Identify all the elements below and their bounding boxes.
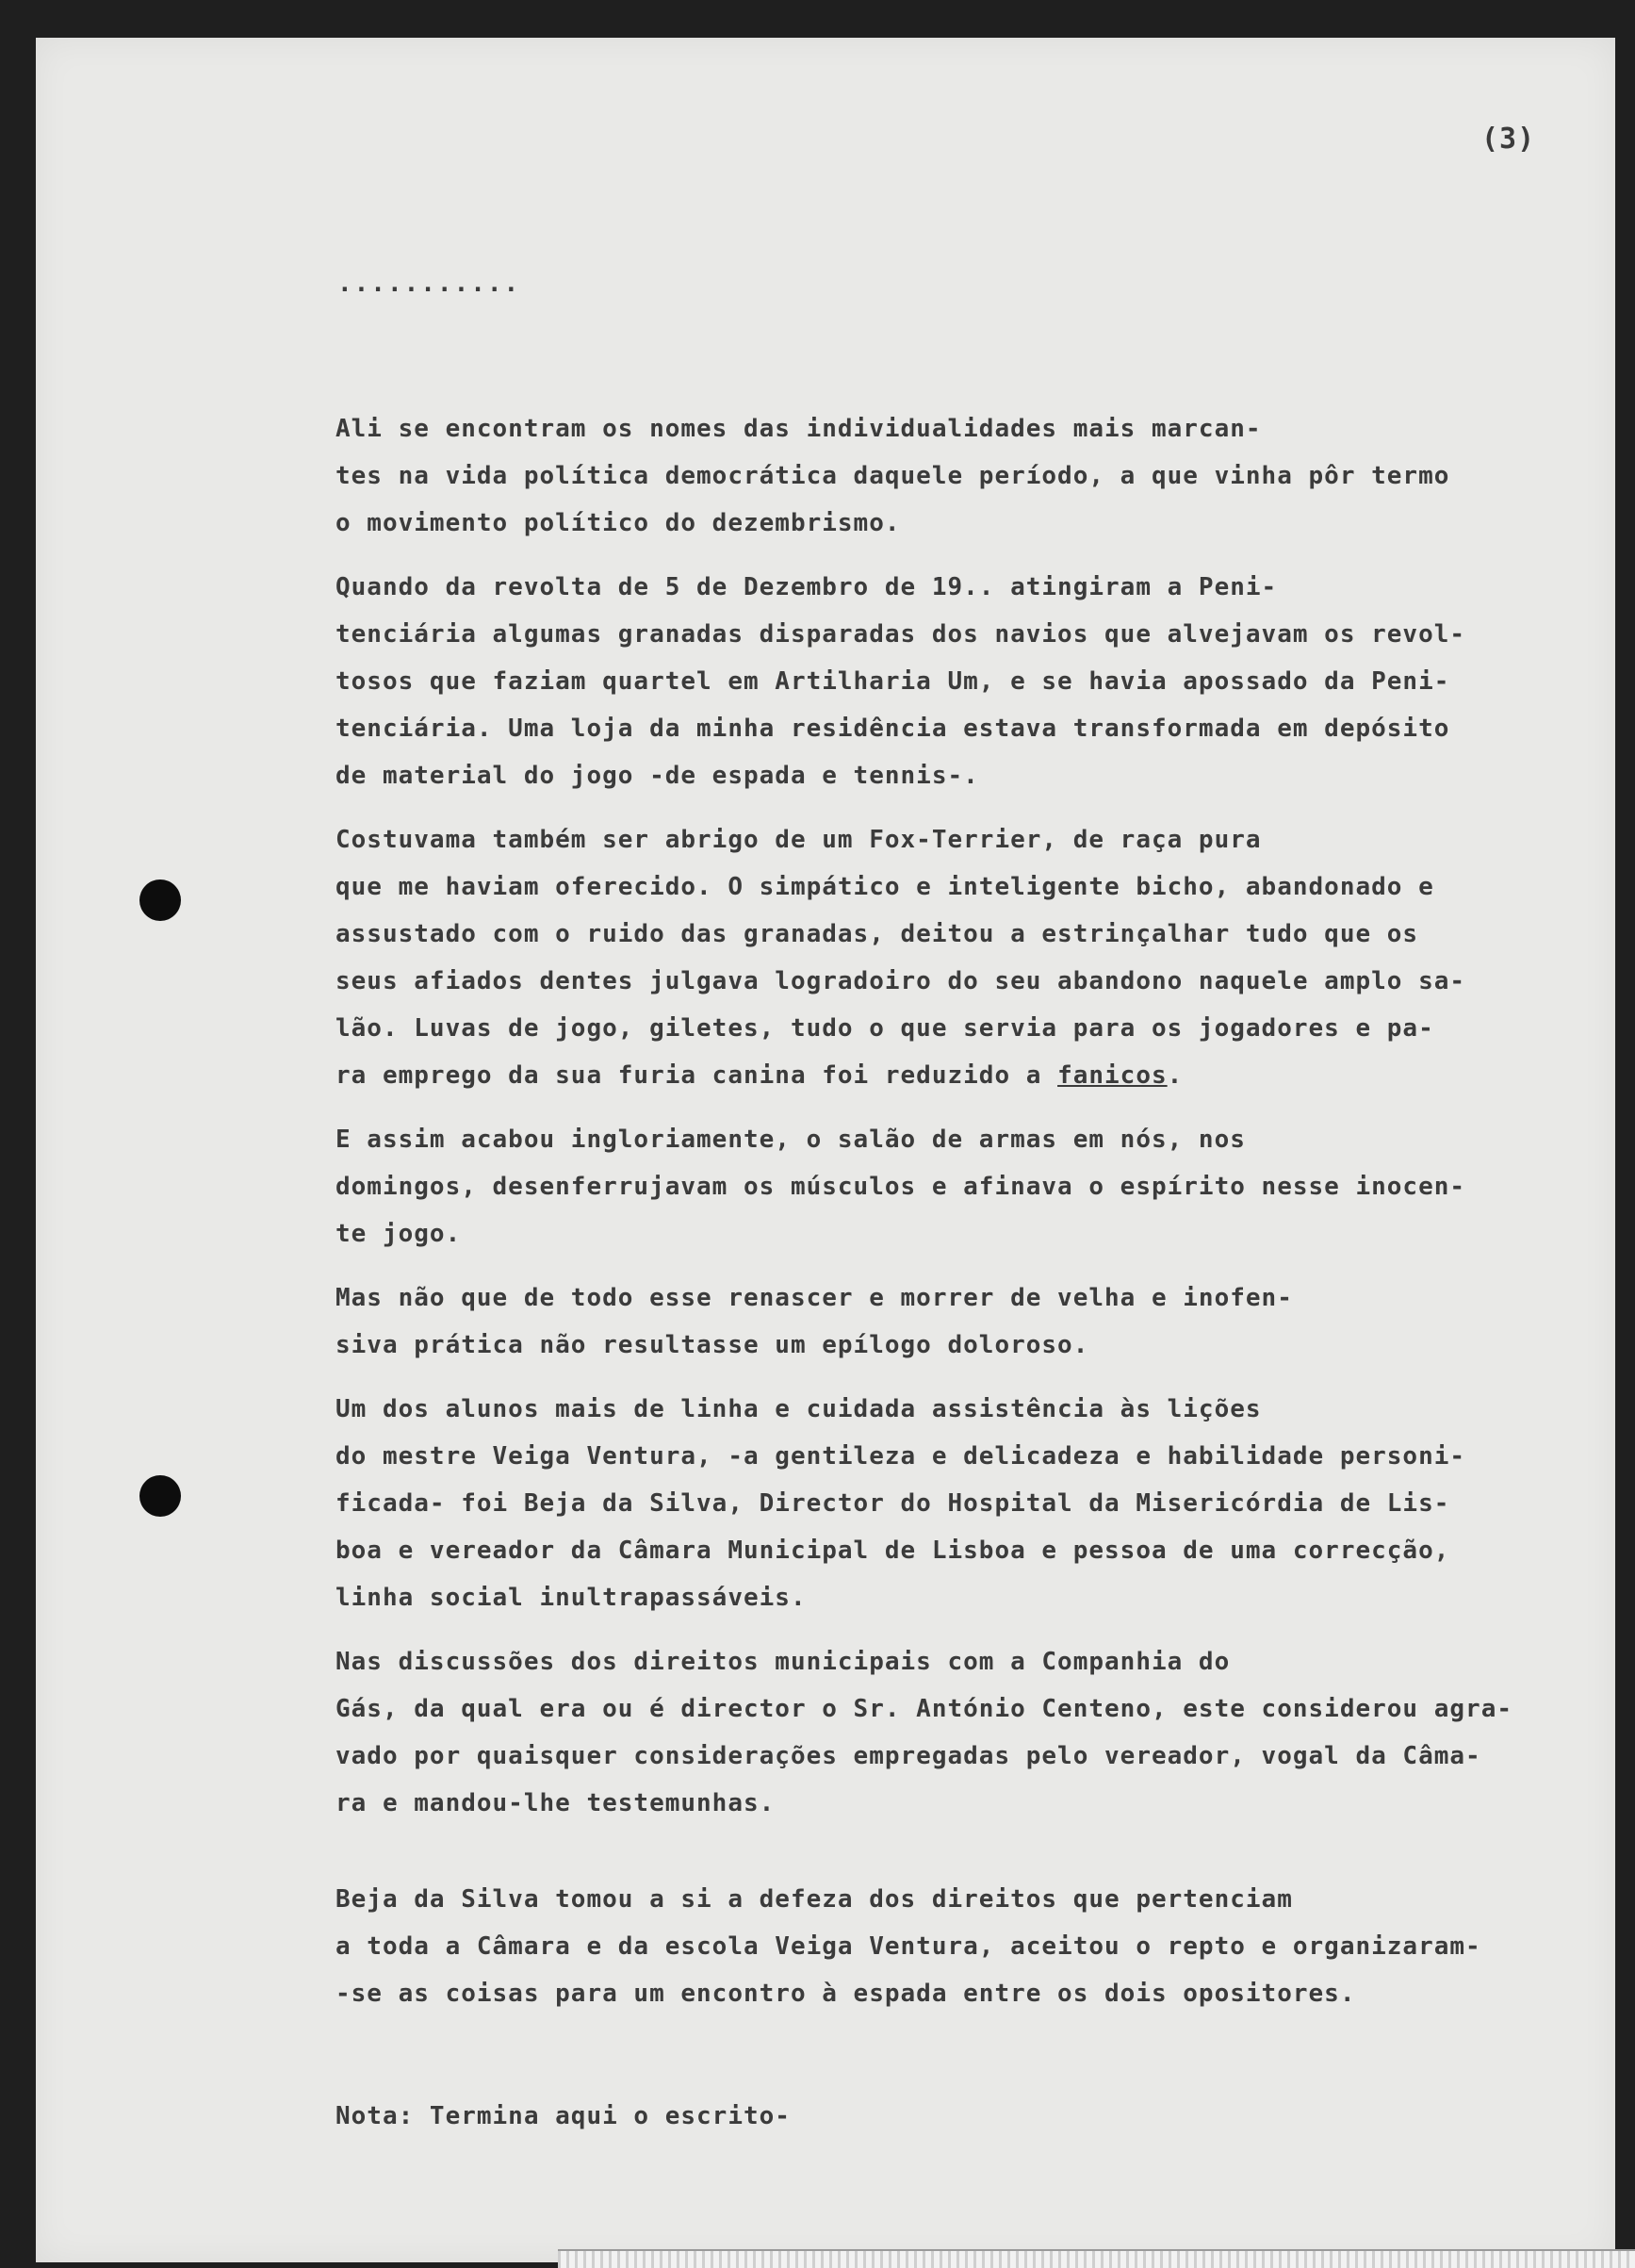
paragraph-3 (335, 816, 1589, 1099)
paragraph-1: Ali se encontram os nomes das individualidades mais marcan- tes na vida política democrática daquele período, a que vinha pôr termo o movimento político do dezembrismo. (335, 415, 1450, 537)
paragraph-3-tail: . (1167, 1061, 1184, 1090)
paper-sheet (36, 38, 1615, 2262)
punch-hole (139, 879, 181, 921)
paragraph-2: Quando da revolta de 5 de Dezembro de 19.. atingiram a Peni- tenciária algumas granadas disparadas dos navios que alvejavam os revol- tosos que faziam quartel em Artilharia Um, e se havia apossado da Peni- tenciária. Uma loja da minha residência estava transformada em depósito de material do jogo -de espada e tennis-. (335, 573, 1466, 790)
paragraph-6: Um dos alunos mais de linha e cuidada assistência às lições do mestre Veiga Ventura, -a gentileza e delicadeza e habilidade personi- ficada- foi Beja da Silva, Director do Hospital da Misericórdia de Lis- boa e vereador da Câmara Municipal de Lisboa e pessoa de uma correcção, linha social inultrapassáveis. (335, 1395, 1466, 1612)
punch-hole (139, 1475, 181, 1517)
paragraph-4: E assim acabou ingloriamente, o salão de armas em nós, nos domingos, desenferrujavam os músculos e afinava o espírito nesse inocen- te jogo. (335, 1126, 1466, 1248)
page-number: (3) (1481, 123, 1536, 156)
paragraph-3-text: Costuvama também ser abrigo de um Fox-Terrier, de raça pura que me haviam oferecido. O simpático e inteligente bicho, abandonado e assustado com o ruido das granadas, deitou a estrinçalhar tudo que os seus afiados dentes julgava logradoiro do seu abandono naquele amplo sa- lão. Luvas de jogo, giletes, tudo o que servia para os jogadores e pa- ra emprego da sua furia canina foi reduzido a (335, 826, 1466, 1090)
spacer (335, 1844, 1589, 1876)
paragraph-7: Nas discussões dos direitos municipais com a Companhia do Gás, da qual era ou é director o Sr. António Centeno, este considerou agra- vado por quaisquer considerações empregadas pelo vereador, vogal da Câma- ra e mandou-lhe testemunhas. (335, 1648, 1512, 1817)
body-text (335, 405, 1589, 2017)
scale-ruler (558, 2249, 1635, 2268)
paragraph-5: Mas não que de todo esse renascer e morrer de velha e inofen- siva prática não resultasse um epílogo doloroso. (335, 1284, 1293, 1359)
section-dots: ........... (337, 270, 521, 298)
paragraph-8: Beja da Silva tomou a si a defeza dos direitos que pertenciam a toda a Câmara e da escola Veiga Ventura, aceitou o repto e organizaram- -se as coisas para um encontro à espada entre os dois opositores. (335, 1885, 1481, 2008)
underlined-word: fanicos (1057, 1061, 1168, 1090)
closing-note: Nota: Termina aqui o escrito- (335, 2102, 791, 2130)
